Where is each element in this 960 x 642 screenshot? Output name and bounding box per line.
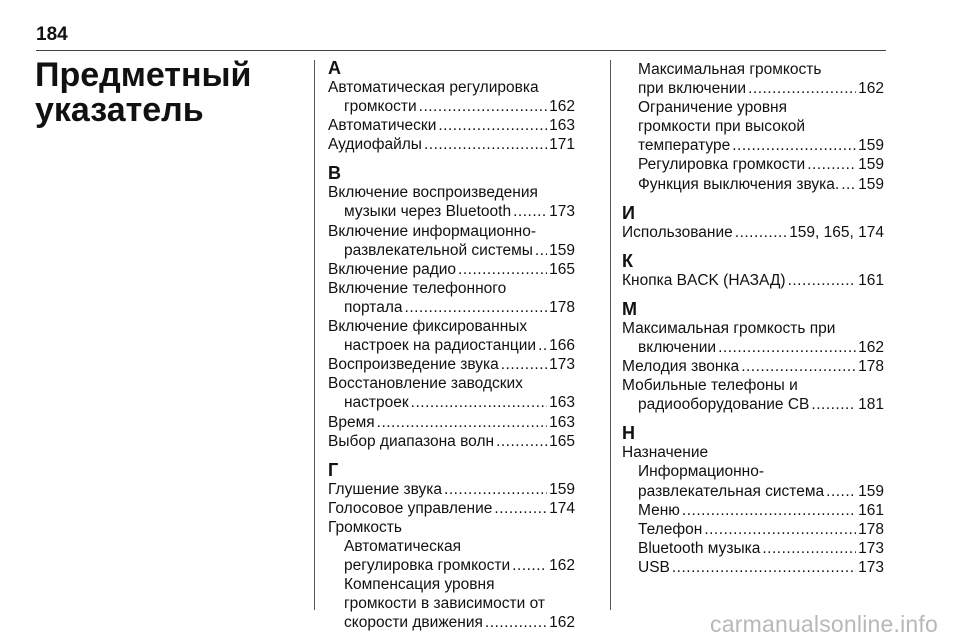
- index-entry: [622, 443, 884, 462]
- index-entry: [328, 537, 575, 575]
- entry-page-ref: 165: [549, 432, 575, 450]
- dot-leader: [405, 298, 548, 317]
- section-letter: И: [622, 202, 635, 223]
- entry-text-line: Восстановление заводских: [328, 375, 523, 393]
- entry-page-ref: 165: [549, 260, 575, 278]
- entry-page-ref: 159: [858, 482, 884, 500]
- entry-page-ref: 162: [549, 557, 575, 575]
- dot-leader: [811, 395, 856, 414]
- dot-leader: [672, 558, 856, 577]
- page-title: [35, 58, 305, 128]
- entry-term: развлекательная система: [638, 482, 825, 500]
- index-section: [328, 163, 575, 450]
- header-rule: [36, 50, 886, 51]
- entry-text-line: Компенсация уровня: [344, 576, 495, 594]
- dot-leader: [841, 175, 856, 194]
- entry-text-line: Автоматическая регулировка: [328, 79, 539, 96]
- entry-leader-row: [328, 135, 575, 154]
- dot-leader: [458, 260, 547, 279]
- index-section: [328, 460, 575, 633]
- page-number: 184: [36, 24, 68, 45]
- entry-term: USB: [638, 558, 670, 576]
- index-entry: [328, 279, 575, 317]
- section-letter: В: [328, 163, 341, 184]
- index-section: [622, 423, 884, 577]
- entry-page-ref: 159: [858, 137, 884, 155]
- index-section: [622, 251, 884, 290]
- entry-page-ref: 173: [549, 356, 575, 374]
- entry-term: Кнопка BACK (НАЗАД): [622, 271, 786, 289]
- dot-leader: [485, 613, 547, 632]
- dot-leader: [419, 97, 547, 116]
- entry-leader-row: [328, 413, 575, 432]
- dot-leader: [741, 357, 856, 376]
- entry-page-ref: 163: [549, 117, 575, 135]
- entry-leader-row: [622, 338, 884, 357]
- entry-page-ref: 173: [858, 558, 884, 576]
- entry-term: радиооборудование CB: [638, 396, 810, 414]
- entry-text-line: Мобильные телефоны и: [622, 377, 798, 395]
- dot-leader: [748, 79, 856, 98]
- entry-leader-row: [328, 432, 575, 451]
- entry-term: Включение радио: [328, 260, 457, 278]
- index-entry: [328, 116, 575, 135]
- entry-page-ref: 162: [549, 614, 575, 632]
- entry-page-ref: 166: [549, 337, 575, 355]
- entry-leader-row: [638, 520, 884, 539]
- entry-term: регулировка громкости: [344, 557, 511, 575]
- dot-leader: [538, 336, 547, 355]
- dot-leader: [807, 155, 856, 174]
- dot-leader: [444, 480, 547, 499]
- entry-text-line: Назначение: [622, 444, 709, 462]
- index-entry: [328, 317, 575, 355]
- entry-term: Время: [328, 413, 375, 431]
- dot-leader: [788, 271, 857, 290]
- entry-leader-row: [638, 79, 884, 98]
- index-entry: [328, 575, 575, 632]
- entry-page-ref: 159: [858, 156, 884, 174]
- entry-term: развлекательной системы: [344, 241, 533, 259]
- index-entry: [328, 355, 575, 374]
- entry-text-line: Включение информационно-: [328, 222, 537, 240]
- index-entry: [328, 480, 575, 499]
- entry-text-line: громкости при высокой: [638, 118, 806, 136]
- entry-page-ref: 159: [549, 480, 575, 498]
- entry-text-line: Максимальная громкость: [638, 61, 822, 78]
- entry-term: Воспроизведение звука: [328, 356, 499, 374]
- index-entry: [622, 319, 884, 357]
- entry-leader-row: [638, 155, 884, 174]
- entry-leader-row: [328, 298, 575, 317]
- entry-leader-row: [638, 136, 884, 155]
- entry-page-ref: 159: [858, 175, 884, 193]
- section-letter: Г: [328, 459, 339, 480]
- dot-leader: [732, 136, 856, 155]
- entry-page-ref: 173: [858, 539, 884, 557]
- entry-term: Использование: [622, 223, 733, 241]
- dot-leader: [377, 413, 547, 432]
- entry-term: включении: [638, 338, 717, 356]
- index-entry: [328, 374, 575, 412]
- index-entry: [328, 222, 575, 260]
- index-entry: [622, 558, 884, 577]
- index-entry: [622, 98, 884, 155]
- entry-leader-row: [622, 357, 884, 376]
- entry-leader-row: [328, 260, 575, 279]
- dot-leader: [494, 499, 547, 518]
- dot-leader: [682, 501, 856, 520]
- entry-leader-row: [328, 499, 575, 518]
- dot-leader: [704, 520, 856, 539]
- index-column-1: [328, 58, 575, 632]
- index-entry: [328, 78, 575, 116]
- entry-page-ref: 178: [858, 358, 884, 376]
- dot-leader: [535, 241, 547, 260]
- index-entry: [622, 175, 884, 194]
- entry-term: настроек: [344, 394, 409, 412]
- entry-page-ref: 162: [858, 80, 884, 98]
- entry-leader-row: [622, 271, 884, 290]
- dot-leader: [512, 556, 547, 575]
- entry-term: портала: [344, 298, 403, 316]
- entry-text-line: Автоматическая: [344, 537, 462, 555]
- entry-page-ref: 159: [549, 241, 575, 259]
- index-entry: [622, 155, 884, 174]
- index-entry: [622, 501, 884, 520]
- entry-leader-row: [638, 175, 884, 194]
- index-entry: [328, 135, 575, 154]
- entry-term: Регулировка громкости: [638, 156, 806, 174]
- entry-leader-row: [328, 202, 575, 221]
- index-entry: [328, 413, 575, 432]
- entry-text-line: громкости в зависимости от: [344, 595, 545, 613]
- entry-page-ref: 162: [549, 98, 575, 116]
- entry-text-line: Ограничение уровня: [638, 99, 788, 117]
- entry-page-ref: 178: [858, 520, 884, 538]
- entry-leader-row: [328, 97, 575, 116]
- entry-page-ref: 159, 165, 174: [789, 223, 884, 241]
- section-letter: А: [328, 58, 341, 78]
- index-entry: [622, 223, 884, 242]
- entry-leader-row: [328, 480, 575, 499]
- entry-term: настроек на радиостанции: [344, 337, 537, 355]
- entry-term: температуре: [638, 137, 731, 155]
- index-entry: [328, 183, 575, 221]
- entry-text-line: Громкость: [328, 518, 402, 536]
- entry-text-line: Включение телефонного: [328, 279, 507, 297]
- entry-text-line: Включение воспроизведения: [328, 184, 538, 202]
- dot-leader: [424, 135, 547, 154]
- index-entry: [622, 357, 884, 376]
- dot-leader: [501, 355, 547, 374]
- entry-text-line: Максимальная громкость при: [622, 319, 836, 337]
- entry-page-ref: 173: [549, 203, 575, 221]
- column-divider-right: [610, 60, 611, 610]
- entry-term: Аудиофайлы: [328, 136, 422, 154]
- index-entry: [622, 539, 884, 558]
- section-letter: М: [622, 298, 637, 319]
- entry-leader-row: [328, 241, 575, 260]
- index-entry: [622, 271, 884, 290]
- index-entry: [622, 60, 884, 98]
- entry-term: музыки через Bluetooth: [344, 203, 512, 221]
- entry-page-ref: 162: [858, 338, 884, 356]
- entry-leader-row: [328, 336, 575, 355]
- entry-leader-row: [622, 223, 884, 242]
- index-section: [622, 60, 884, 194]
- dot-leader: [735, 223, 787, 242]
- section-letter: К: [622, 250, 633, 271]
- entry-leader-row: [328, 393, 575, 412]
- index-column-2: [622, 60, 884, 577]
- dot-leader: [762, 539, 856, 558]
- entry-text-line: Включение фиксированных: [328, 318, 528, 336]
- section-letter: Н: [622, 423, 635, 444]
- dot-leader: [411, 393, 547, 412]
- entry-leader-row: [638, 482, 884, 501]
- entry-leader-row: [344, 556, 575, 575]
- index-section: [328, 58, 575, 154]
- entry-leader-row: [328, 116, 575, 135]
- index-section: [622, 299, 884, 414]
- index-section: [622, 203, 884, 242]
- index-entry: [328, 518, 575, 537]
- dot-leader: [513, 202, 547, 221]
- entry-leader-row: [638, 539, 884, 558]
- dot-leader: [718, 338, 856, 357]
- entry-text-line: Информационно-: [638, 463, 765, 481]
- entry-page-ref: 163: [549, 413, 575, 431]
- entry-page-ref: 161: [858, 501, 884, 519]
- entry-page-ref: 178: [549, 298, 575, 316]
- index-entry: [328, 260, 575, 279]
- entry-leader-row: [638, 501, 884, 520]
- entry-term: при включении: [638, 80, 747, 98]
- entry-term: скорости движения: [344, 614, 483, 632]
- entry-term: Bluetooth музыка: [638, 539, 761, 557]
- dot-leader: [496, 432, 547, 451]
- entry-page-ref: 161: [858, 271, 884, 289]
- entry-term: громкости: [344, 98, 417, 116]
- page-title-line-1: Предметный: [35, 56, 252, 94]
- entry-page-ref: 174: [549, 499, 575, 517]
- entry-term: Глушение звука: [328, 480, 443, 498]
- entry-leader-row: [328, 355, 575, 374]
- entry-term: Автоматически: [328, 117, 437, 135]
- entry-term: Меню: [638, 501, 680, 519]
- entry-leader-row: [638, 558, 884, 577]
- entry-term: Выбор диапазона волн: [328, 432, 495, 450]
- entry-term: Телефон: [638, 520, 703, 538]
- index-entry: [328, 432, 575, 451]
- dot-leader: [826, 482, 856, 501]
- column-divider-left: [314, 60, 315, 610]
- entry-page-ref: 171: [549, 136, 575, 154]
- entry-term: Функция выключения звука.: [638, 175, 840, 193]
- index-entry: [622, 462, 884, 500]
- entry-page-ref: 181: [858, 396, 884, 414]
- entry-term: Голосовое управление: [328, 499, 493, 517]
- watermark: carmanualsonline.info: [710, 611, 938, 637]
- index-entry: [622, 520, 884, 539]
- index-entry: [328, 499, 575, 518]
- entry-leader-row: [344, 613, 575, 632]
- index-entry: [622, 376, 884, 414]
- entry-term: Мелодия звонка: [622, 358, 740, 376]
- page-title-line-2: указатель: [35, 91, 204, 129]
- entry-leader-row: [622, 395, 884, 414]
- dot-leader: [438, 116, 547, 135]
- entry-page-ref: 163: [549, 394, 575, 412]
